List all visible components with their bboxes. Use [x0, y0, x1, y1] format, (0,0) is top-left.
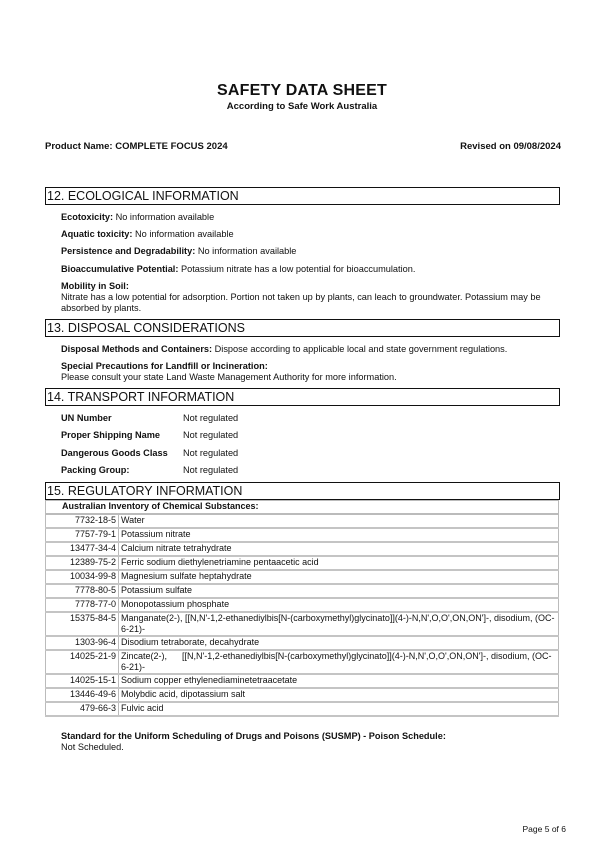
field-value: No information available — [132, 229, 234, 239]
section-12-heading: 12. ECOLOGICAL INFORMATION — [45, 187, 560, 205]
table-row — [46, 688, 559, 702]
cas-number: 7732-18-5 — [46, 514, 119, 528]
susmp-value: Not Scheduled. — [61, 742, 124, 752]
table-row — [46, 528, 559, 542]
section-14-heading: 14. TRANSPORT INFORMATION — [45, 388, 560, 406]
cas-number: 7778-80-5 — [46, 584, 119, 598]
field-label: Persistence and Degradability: — [61, 246, 196, 256]
cas-number: 10034-99-8 — [46, 570, 119, 584]
table-row — [46, 570, 559, 584]
transport-row-un-number — [61, 413, 238, 423]
field-value: Potassium nitrate has a low potential for bioaccumulation. — [178, 264, 416, 274]
field-label: UN Number — [61, 413, 112, 423]
susmp-label: Standard for the Uniform Scheduling of Drugs and Poisons (SUSMP) - Poison Schedule: — [61, 731, 446, 741]
table-row — [46, 542, 559, 556]
substance-name: Ferric sodium diethylenetriamine pentaacetic acid — [119, 556, 559, 570]
table-row — [46, 598, 559, 612]
transport-row-shipping-name — [61, 430, 238, 440]
substance-name: Sodium copper ethylenediaminetetraacetate — [119, 674, 559, 688]
table-row — [46, 584, 559, 598]
special-precautions-label: Special Precautions for Landfill or Incineration: — [61, 361, 268, 371]
cas-number: 15375-84-5 — [46, 612, 119, 636]
aquatic-toxicity — [61, 229, 559, 240]
section-13-heading: 13. DISPOSAL CONSIDERATIONS — [45, 319, 560, 337]
cas-number: 14025-15-1 — [46, 674, 119, 688]
transport-row-packing-group — [61, 465, 238, 475]
field-label: Dangerous Goods Class — [61, 448, 168, 458]
field-value: Not regulated — [183, 430, 239, 440]
field-label: Packing Group: — [61, 465, 130, 475]
mobility-in-soil-label: Mobility in Soil: — [61, 281, 129, 291]
field-label: Disposal Methods and Containers: — [61, 344, 213, 354]
substance-name: Zincate(2-), [[N,N'-1,2-ethanediylbis[N-(carboxymethyl)glycinato]](4-)-N,N',O,O',ON,ON']-, disodium, (OC-6-21)- — [119, 650, 559, 674]
table-row — [46, 556, 559, 570]
persistence-degradability — [61, 246, 559, 257]
table-row — [46, 514, 559, 528]
substance-name: Calcium nitrate tetrahydrate — [119, 542, 559, 556]
cas-number: 14025-21-9 — [46, 650, 119, 674]
mobility-in-soil-text: Nitrate has a low potential for adsorption. Portion not taken up by plants, can leach to groundwater. Potassium may be absorbed by plants. — [61, 292, 541, 313]
susmp-block — [61, 731, 446, 753]
page-number: Page 5 of 6 — [522, 824, 566, 834]
transport-row-dg-class — [61, 448, 238, 458]
substance-name: Monopotassium phosphate — [119, 598, 559, 612]
disposal-methods — [61, 344, 561, 355]
table-row — [46, 650, 559, 674]
table-row — [46, 612, 559, 636]
cas-number: 1303-96-4 — [46, 636, 119, 650]
field-value: No information available — [195, 246, 297, 256]
substance-name: Potassium nitrate — [119, 528, 559, 542]
field-value: Not regulated — [183, 448, 239, 458]
table-row — [46, 636, 559, 650]
substance-name: Disodium tetraborate, decahydrate — [119, 636, 559, 650]
table-row — [46, 702, 559, 716]
substance-name: Fulvic acid — [119, 702, 559, 716]
substance-name: Manganate(2-), [[N,N'-1,2-ethanediylbis[N-(carboxymethyl)glycinato]](4-)-N,N',O,O',ON,ON']-, disodium, (OC-6-21)- — [119, 612, 559, 636]
cas-number: 7757-79-1 — [46, 528, 119, 542]
ecotoxicity — [61, 212, 559, 223]
revised-date: Revised on 09/08/2024 — [460, 141, 561, 152]
table-row — [46, 674, 559, 688]
product-name: Product Name: COMPLETE FOCUS 2024 — [45, 141, 228, 152]
field-value: Not regulated — [183, 413, 239, 423]
document-title: SAFETY DATA SHEET — [217, 82, 387, 99]
cas-number: 12389-75-2 — [46, 556, 119, 570]
section-15-heading: 15. REGULATORY INFORMATION — [45, 482, 560, 500]
inventory-header: Australian Inventory of Chemical Substances: — [46, 501, 559, 515]
field-value: Not regulated — [183, 465, 239, 475]
bioaccumulative-potential — [61, 264, 559, 275]
field-value: No information available — [113, 212, 215, 222]
document-subtitle: According to Safe Work Australia — [226, 101, 378, 112]
cas-number: 479-66-3 — [46, 702, 119, 716]
substance-name: Water — [119, 514, 559, 528]
inventory-table — [45, 500, 559, 717]
substance-name: Potassium sulfate — [119, 584, 559, 598]
substance-name: Molybdic acid, dipotassium salt — [119, 688, 559, 702]
cas-number: 7778-77-0 — [46, 598, 119, 612]
field-label: Ecotoxicity: — [61, 212, 114, 222]
special-precautions-text: Please consult your state Land Waste Management Authority for more information. — [61, 372, 397, 382]
cas-number: 13446-49-6 — [46, 688, 119, 702]
field-label: Aquatic toxicity: — [61, 229, 133, 239]
field-label: Proper Shipping Name — [61, 430, 161, 440]
cas-number: 13477-34-4 — [46, 542, 119, 556]
field-value: Dispose according to applicable local and state government regulations. — [212, 344, 508, 354]
table-header-row — [46, 501, 559, 515]
substance-name: Magnesium sulfate heptahydrate — [119, 570, 559, 584]
field-label: Bioaccumulative Potential: — [61, 264, 179, 274]
